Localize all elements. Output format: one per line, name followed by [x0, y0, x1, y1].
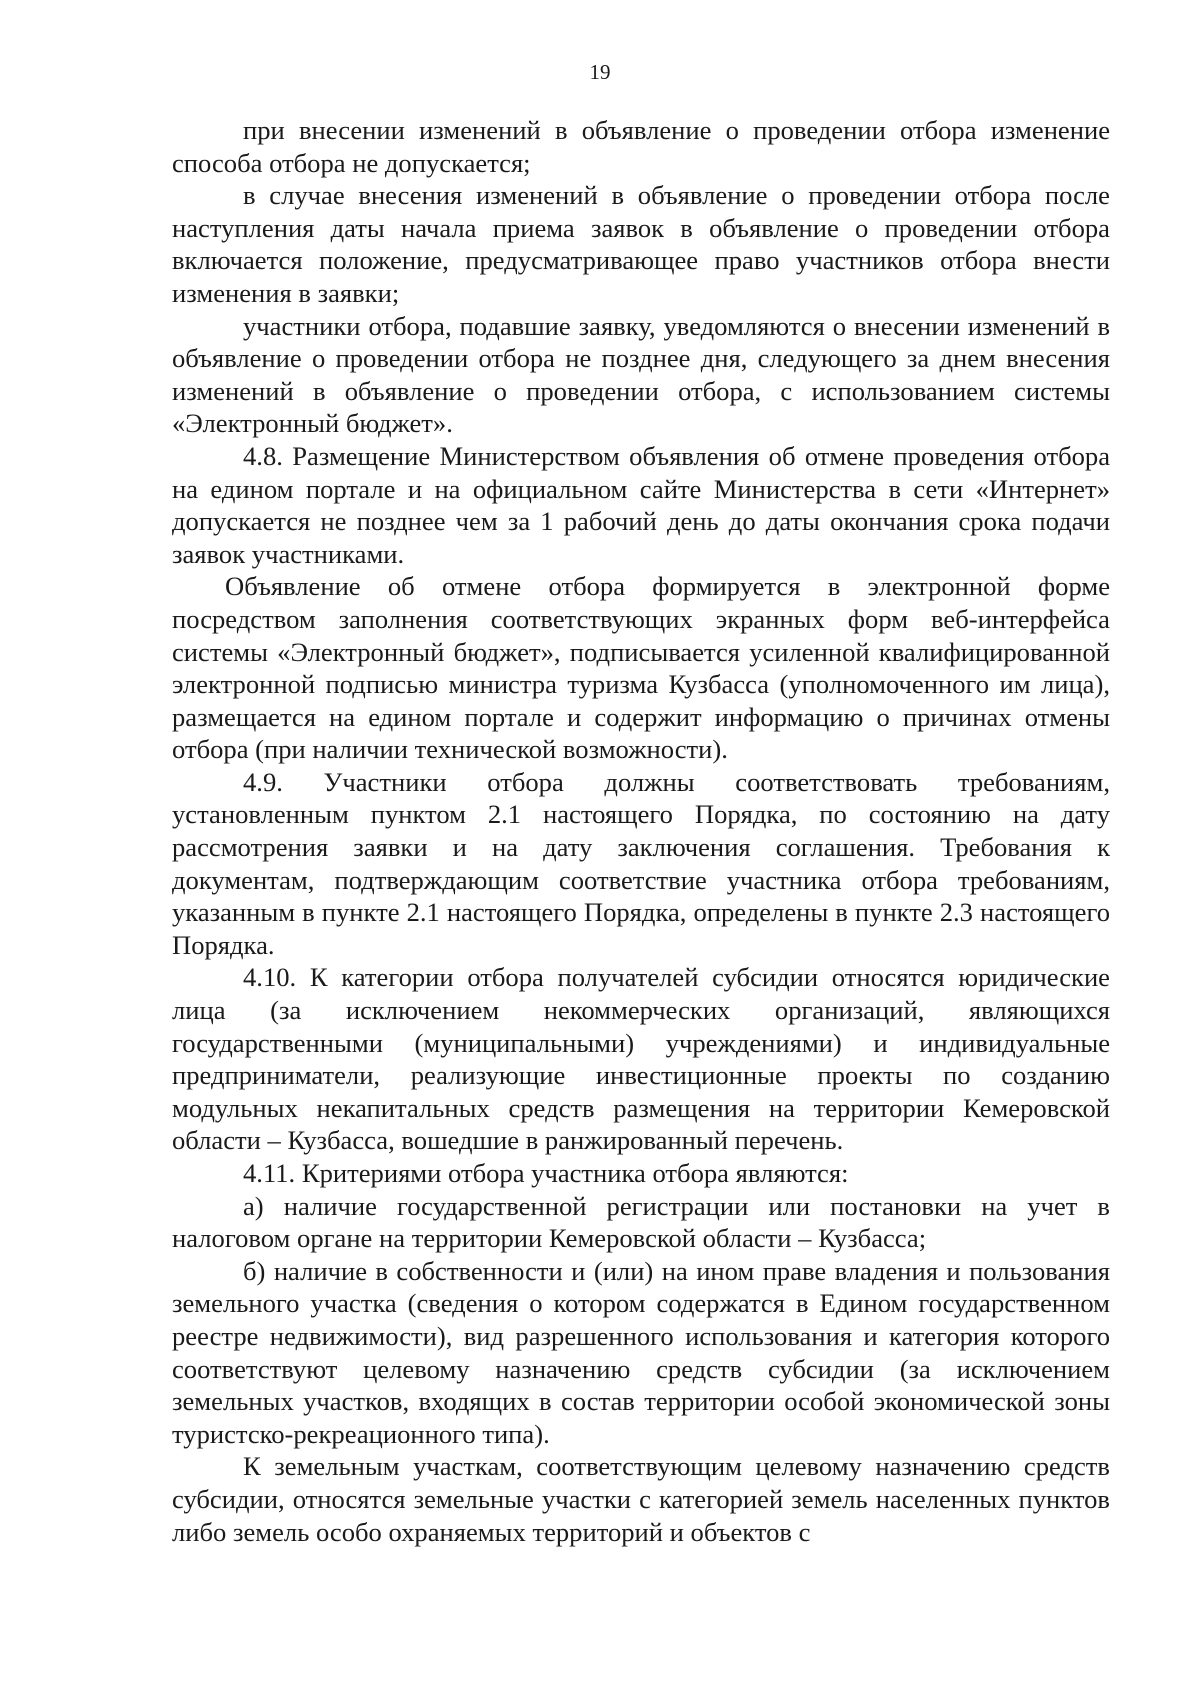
paragraph-cancellation-notice: Объявление об отмене отбора формируется в электронной форме посредством заполнения соответствующих экранных форм веб-интерфейса системы «Электронный бюджет», подписывается усиленной квалифицированной электронной подписью министра туризма Кузбасса (уполномоченного им лица), размещается на едином портале и содержит информацию о причинах отмены отбора (при наличии технической возможности). [172, 571, 1110, 765]
paragraph-participants-notified: участники отбора, подавшие заявку, уведомляются о внесении изменений в объявление о проведении отбора не позднее дня, следующего за днем внесения изменений в объявление о проведении отбора, с использованием системы «Электронный бюджет». [172, 310, 1110, 439]
document-body [172, 114, 1110, 1548]
page-number: 19 [589, 60, 611, 84]
paragraph-4-10: 4.10. К категории отбора получателей субсидии относятся юридические лица (за исключением некоммерческих организаций, являющихся государственными (муниципальными) учреждениями) и индивидуальные предприниматели, реализующие инвестиционные проекты по созданию модульных некапитальных средств размещения на территории Кемеровской области – Кузбасса, вошедшие в ранжированный перечень. [172, 962, 1110, 1156]
paragraph-changes-after-start: в случае внесения изменений в объявление о проведении отбора после наступления даты начала приема заявок в объявление о проведении отбора включается положение, предусматривающее право участников отбора внести изменения в заявки; [172, 180, 1110, 308]
paragraph-4-9: 4.9. Участники отбора должны соответствовать требованиям, установленным пунктом 2.1 настоящего Порядка, по состоянию на дату рассмотрения заявки и на дату заключения соглашения. Требования к документам, подтверждающим соответствие участника отбора требованиям, указанным в пункте 2.1 настоящего Порядка, определены в пункте 2.3 настоящего Порядка. [172, 766, 1110, 960]
paragraph-4-8: 4.8. Размещение Министерством объявления об отмене проведения отбора на едином портале и на официальном сайте Министерства в сети «Интернет» допускается не позднее чем за 1 рабочий день до даты окончания срока подачи заявок участниками. [172, 440, 1110, 569]
paragraph-land-plots: К земельным участкам, соответствующим целевому назначению средств субсидии, относятся земельные участки с категорией земель населенных пунктов либо земель особо охраняемых территорий и объектов с [172, 1451, 1110, 1547]
paragraph-4-11: 4.11. Критериями отбора участника отбора являются: [243, 1158, 849, 1188]
paragraph-criterion-b: б) наличие в собственности и (или) на ином праве владения и пользования земельного участка (сведения о котором содержатся в Едином государственном реестре недвижимости), вид разрешенного использования и категория которого соответствуют целевому назначению средств субсидии (за исключением земельных участков, входящих в состав территории особой экономической зоны туристско-рекреационного типа). [172, 1255, 1110, 1449]
paragraph-change-method: при внесении изменений в объявление о проведении отбора изменение способа отбора не допускается; [172, 115, 1110, 178]
paragraph-criterion-a: а) наличие государственной регистрации или постановки на учет в налоговом органе на территории Кемеровской области – Кузбасса; [172, 1190, 1110, 1254]
